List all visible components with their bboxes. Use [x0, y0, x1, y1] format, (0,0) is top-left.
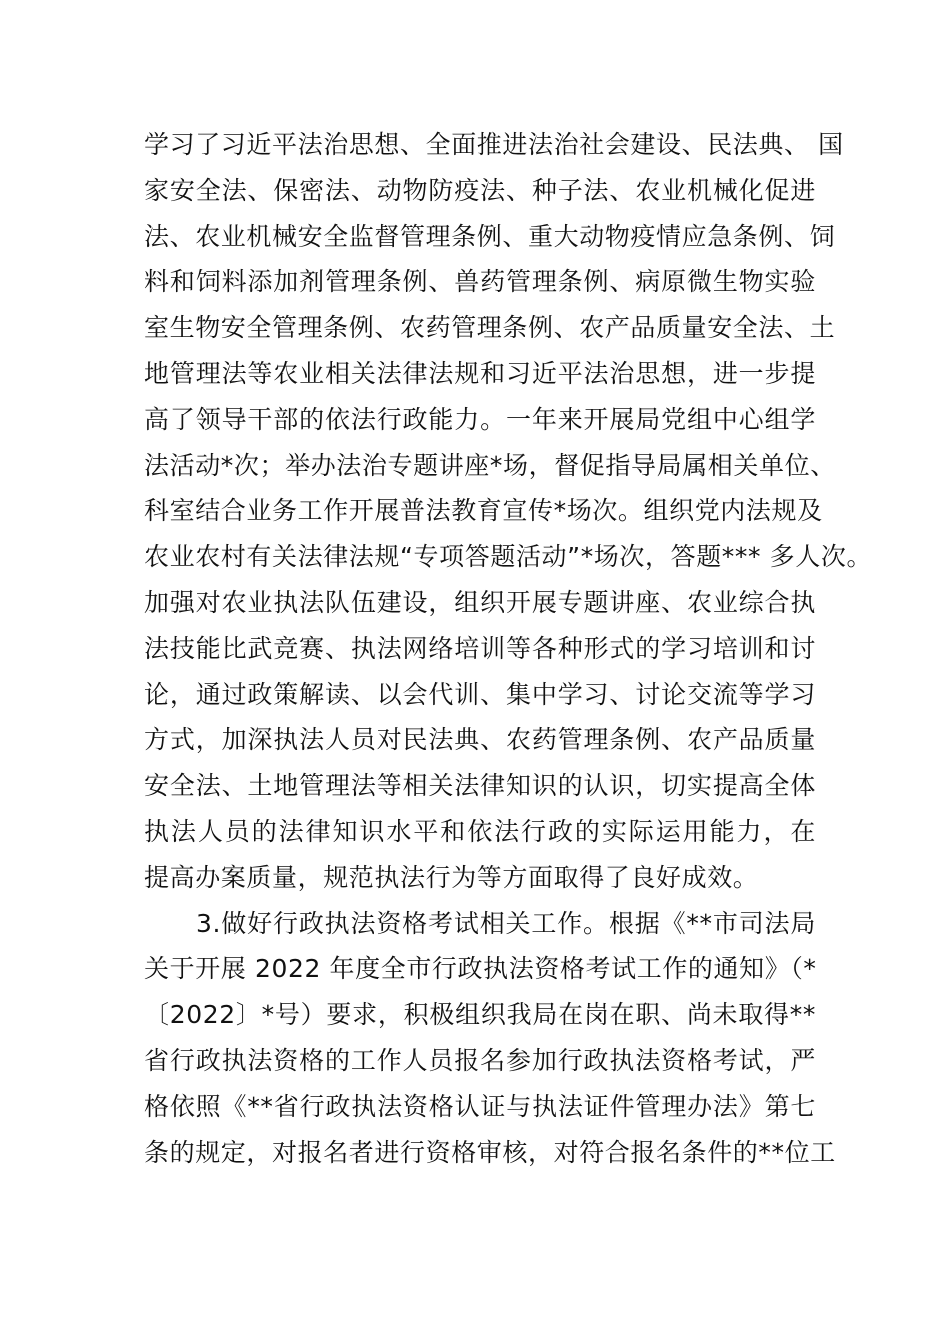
text-line: 〔2022〕*号）要求，积极组织我局在岗在职、尚未取得** [144, 1000, 816, 1030]
section-heading-line: 3.做好行政执法资格考试相关工作。根据《**市司法局 [196, 908, 816, 938]
text-line: 格依照《**省行政执法资格认证与执法证件管理办法》第七 [144, 1091, 816, 1121]
text-line: 法活动*次；举办法治专题讲座*场，督促指导局属相关单位、 [144, 450, 836, 480]
text-line: 地管理法等农业相关法律法规和习近平法治思想，进一步提 [144, 358, 816, 388]
text-line: 条的规定，对报名者进行资格审核，对符合报名条件的**位工 [144, 1137, 836, 1167]
text-line: 省行政执法资格的工作人员报名参加行政执法资格考试，严 [144, 1045, 816, 1075]
text-line: 方式，加深执法人员对民法典、农药管理条例、农产品质量 [144, 725, 816, 755]
paragraph-end-line: 提高办案质量，规范执法行为等方面取得了良好成效。 [144, 862, 759, 892]
text-line: 家安全法、保密法、动物防疫法、种子法、农业机械化促进 [144, 175, 816, 205]
text-line: 论，通过政策解读、以会代训、集中学习、讨论交流等学习 [144, 679, 816, 709]
text-line: 加强对农业执法队伍建设，组织开展专题讲座、农业综合执 [144, 587, 816, 617]
text-line: 农业农村有关法律法规“专项答题活动”*场次，答题*** 多人次。 [144, 542, 873, 572]
text-line: 执法人员的法律知识水平和依法行政的实际运用能力，在 [144, 816, 816, 846]
text-line: 安全法、土地管理法等相关法律知识的认识，切实提高全体 [144, 771, 816, 801]
text-line: 法、农业机械安全监督管理条例、重大动物疫情应急条例、饲 [144, 221, 836, 251]
text-line: 法技能比武竞赛、执法网络培训等各种形式的学习培训和讨 [144, 633, 816, 663]
text-line: 学习了习近平法治思想、全面推进法治社会建设、民法典、 国 [144, 130, 844, 159]
text-line: 关于开展 2022 年度全市行政执法资格考试工作的通知》（* [144, 954, 817, 984]
document-body [144, 122, 873, 1175]
text-line: 高了领导干部的依法行政能力。一年来开展局党组中心组学 [144, 404, 816, 434]
text-line: 科室结合业务工作开展普法教育宣传*场次。组织党内法规及 [144, 496, 823, 526]
text-line: 室生物安全管理条例、农药管理条例、农产品质量安全法、土 [144, 313, 836, 343]
text-line: 料和饲料添加剂管理条例、兽药管理条例、病原微生物实验 [144, 267, 816, 297]
